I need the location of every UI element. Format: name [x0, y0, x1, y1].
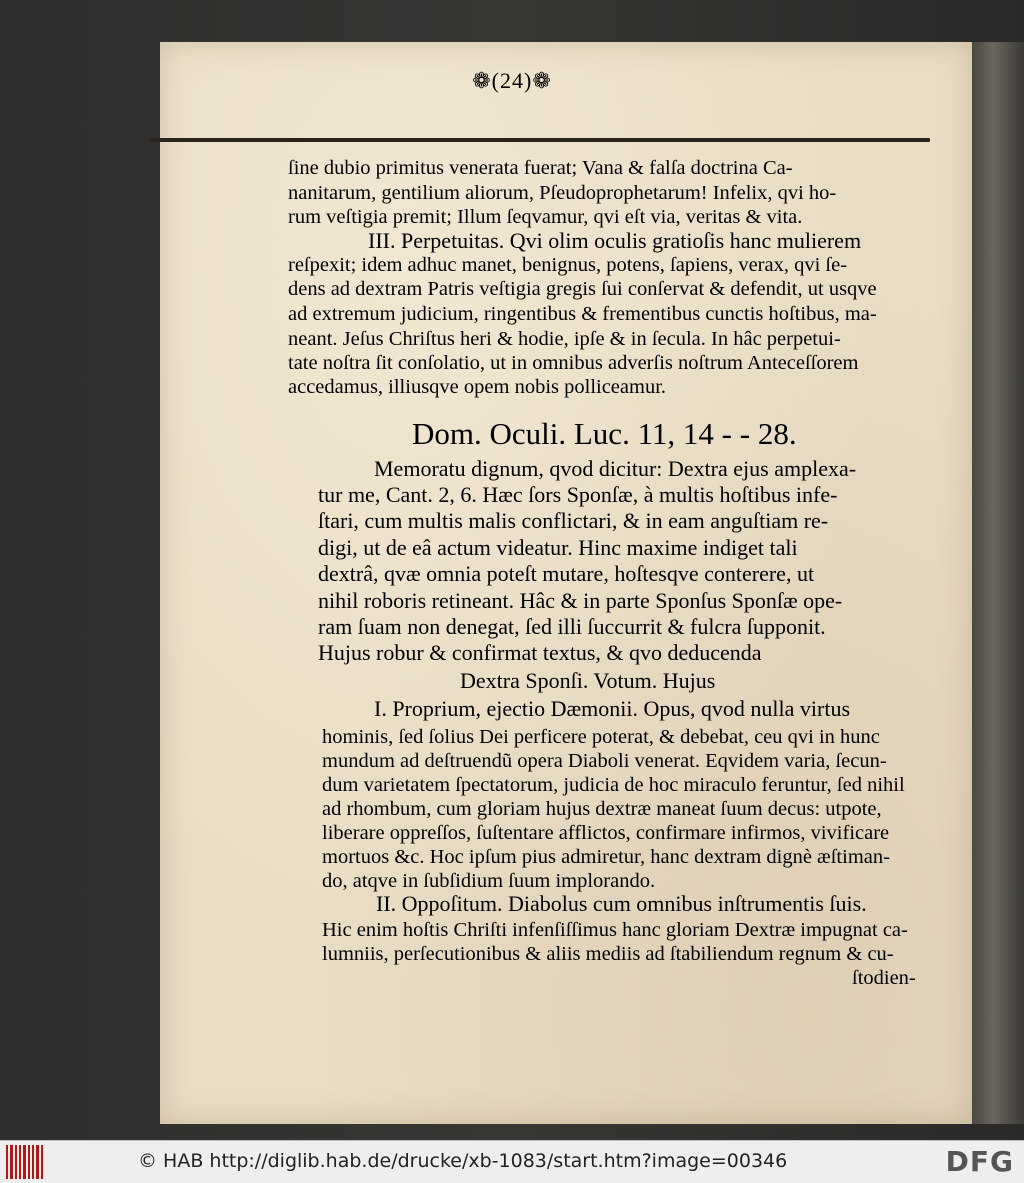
text-line: do, atqve in ſubſidium ſuum implorando. — [322, 870, 656, 892]
text-line: tate noſtra ſit conſolatio, ut in omnibus adverſis noſtrum Anteceſſorem — [288, 352, 859, 374]
text-line: nanitarum, gentilium aliorum, Pſeudoprophetarum! Infelix, qvi ho- — [288, 182, 837, 204]
text-line: ſtodien- — [852, 967, 916, 989]
text-line: Hujus robur & confirmat textus, & qvo deducenda — [318, 640, 762, 665]
text-line: dum varietatem ſpectatorum, judicia de hoc miraculo feruntur, ſed nihil — [322, 774, 905, 796]
dfg-logo: DFG — [945, 1145, 1014, 1178]
text-line: rum veſtigia premit; Illum ſeqvamur, qvi eſt via, veritas & vita. — [288, 206, 803, 228]
text-line: liberare oppreſſos, ſuſtentare afflictos, confirmare infirmos, vivificare — [322, 822, 890, 844]
text-line: Hic enim hoſtis Chriſti infenſiſſimus hanc gloriam Dextræ impugnat ca- — [322, 919, 908, 941]
text-line: dens ad dextram Patris veſtigia gregis ſui conſervat & defendit, ut usqve — [288, 278, 877, 300]
viewer-footer — [0, 1140, 1024, 1183]
header-rule — [150, 138, 930, 142]
text-line: ſtari, cum multis malis conflictari, & in eam anguſtiam re- — [318, 508, 829, 533]
text-line: I. Proprium, ejectio Dæmonii. Opus, qvod nulla virtus — [374, 696, 851, 721]
hab-logo-icon — [6, 1145, 46, 1179]
text-line: accedamus, illiusqve opem nobis polliceamur. — [288, 376, 667, 398]
text-line: hominis, ſed ſolius Dei perficere poterat, & debebat, ceu qvi in hunc — [322, 726, 880, 748]
text-line: digi, ut de eâ actum videatur. Hinc maxime indiget tali — [318, 535, 798, 560]
text-line: II. Oppoſitum. Diabolus cum omnibus inſtrumentis ſuis. — [376, 891, 867, 916]
text-line: neant. Jeſus Chriſtus heri & hodie, ipſe & in ſecula. In hâc perpetui- — [288, 328, 841, 350]
text-line: dextrâ, qvæ omnia poteſt mutare, hoſtesqve conterere, ut — [318, 561, 815, 586]
text-line: mortuos &c. Hoc ipſum pius admiretur, hanc dextram dignè æſtiman- — [322, 846, 890, 868]
section-title: Dom. Oculi. Luc. 11, 14 - - 28. — [412, 416, 797, 451]
text-line: ad rhombum, cum gloriam hujus dextræ maneat ſuum decus: utpote, — [322, 798, 882, 820]
text-line: ſine dubio primitus venerata fuerat; Vana & falſa doctrina Ca- — [288, 157, 793, 179]
text-line: mundum ad deſtruendũ opera Diaboli venerat. Eqvidem varia, ſecun- — [322, 750, 887, 772]
text-line: tur me, Cant. 2, 6. Hæc ſors Sponſæ, à multis hoſtibus infe- — [318, 482, 838, 507]
copyright-link[interactable]: © HAB http://diglib.hab.de/drucke/xb-1083/start.htm?image=00346 — [138, 1150, 788, 1172]
text-line: III. Perpetuitas. Qvi olim oculis gratioſis hanc mulierem — [368, 228, 862, 253]
text-line: Memoratu dignum, qvod dicitur: Dextra ejus amplexa- — [374, 456, 857, 481]
text-line: reſpexit; idem adhuc manet, benignus, potens, ſapiens, verax, qvi ſe- — [288, 254, 848, 276]
text-line: nihil roboris retineant. Hâc & in parte Sponſus Sponſæ ope- — [318, 588, 843, 613]
text-line: Dextra Sponſi. Votum. Hujus — [460, 668, 716, 693]
text-line: ram ſuam non denegat, ſed illi ſuccurrit & fulcra ſupponit. — [318, 614, 826, 639]
next-page-edge — [972, 42, 1024, 1124]
text-line: ad extremum judicium, ringentibus & frementibus cunctis hoſtibus, ma- — [288, 303, 877, 325]
page-header: ❁(24)❁ — [472, 68, 552, 93]
text-line: lumniis, perſecutionibus & aliis mediis ad ſtabiliendum regnum & cu- — [322, 943, 894, 965]
